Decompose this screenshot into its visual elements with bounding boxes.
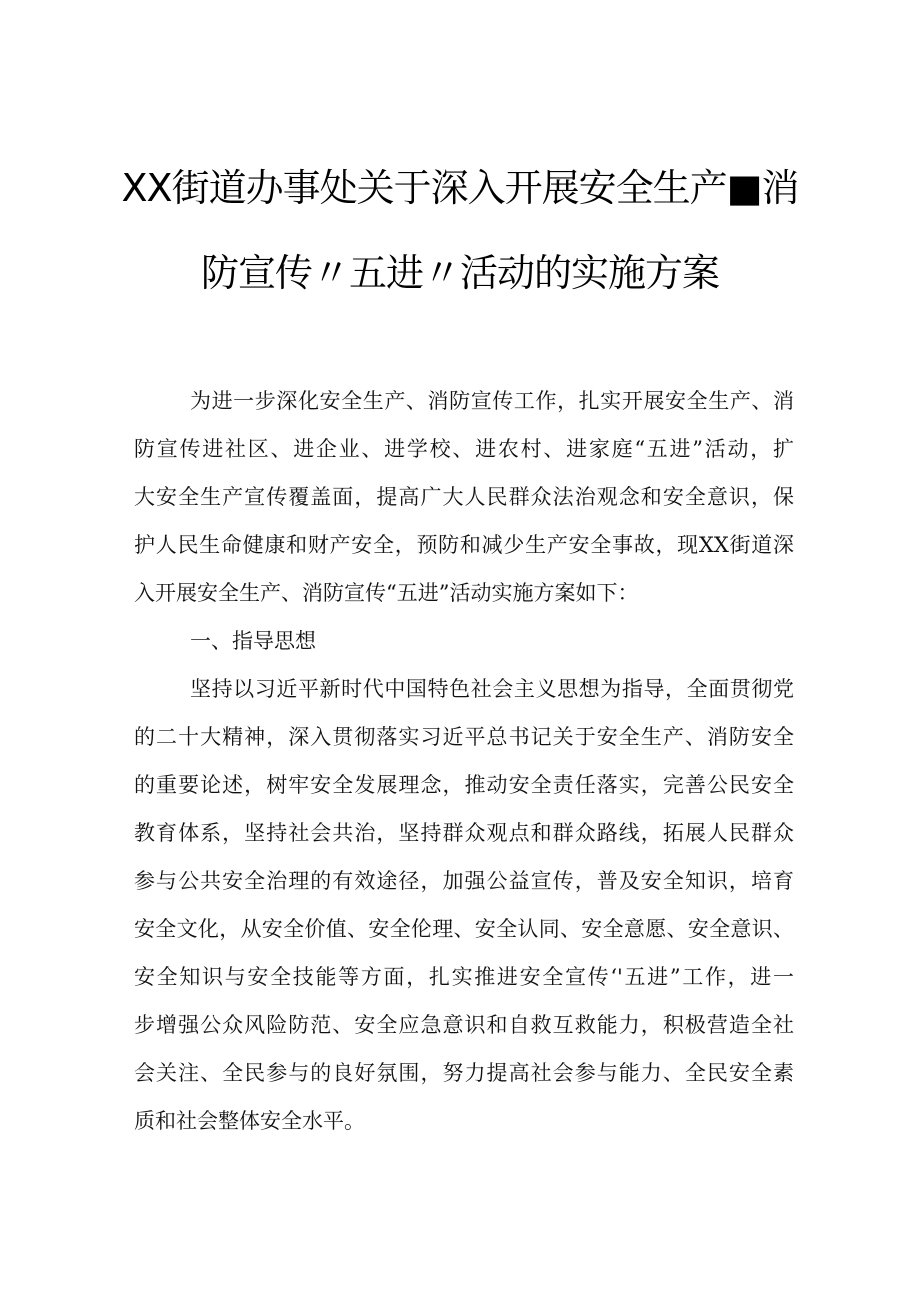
- document-title-line-1: XX街道办事处关于深入开展安全生产■消: [121, 166, 799, 210]
- paragraph-line: 教育体系，坚持社会共治，坚持群众观点和群众路线，拓展人民群众: [134, 821, 794, 845]
- paragraph-line: 坚持以习近平新时代中国特色社会主义思想为指导，全面贯彻党: [190, 677, 794, 701]
- paragraph-line: 会关注、全民参与的良好氛围，努力提高社会参与能力、全民安全素: [134, 1061, 794, 1085]
- paragraph-line: 防宣传进社区、进企业、进学校、进农村、进家庭“五进”活动，扩: [134, 437, 794, 461]
- document-title-line-2: 防宣传〃五进〃活动的实施方案: [200, 251, 719, 295]
- guiding-ideology-paragraph: [134, 665, 794, 1145]
- paragraph-line: 的二十大精神，深入贯彻落实习近平总书记关于安全生产、消防安全: [134, 725, 794, 749]
- paragraph-line: 大安全生产宣传覆盖面，提高广大人民群众法治观念和安全意识，保: [134, 485, 794, 509]
- intro-paragraph: [134, 377, 794, 617]
- paragraph-line: 为进一步深化安全生产、消防宣传工作，扎实开展安全生产、消: [190, 389, 794, 413]
- paragraph-line: 安全文化，从安全价值、安全伦理、安全认同、安全意愿、安全意识、: [134, 917, 794, 941]
- section-heading-text: 一、指导思想: [190, 629, 316, 653]
- section-heading-guiding-ideology: [134, 617, 794, 665]
- paragraph-line: 安全知识与安全技能等方面，扎实推进安全宣传‘'五进”工作，进一: [134, 965, 794, 989]
- paragraph-line: 护人民生命健康和财产安全，预防和减少生产安全事故，现XX街道深: [134, 533, 794, 557]
- paragraph-line: 入开展安全生产、消防宣传“五进”活动实施方案如下：: [134, 581, 639, 605]
- paragraph-line: 步增强公众风险防范、安全应急意识和自救互救能力，积极营造全社: [134, 1013, 794, 1037]
- paragraph-line: 参与公共安全治理的有效途径，加强公益宣传，普及安全知识，培育: [134, 869, 794, 893]
- paragraph-line: 质和社会整体安全水平。: [134, 1109, 365, 1133]
- paragraph-line: 的重要论述，树牢安全发展理念，推动安全责任落实，完善公民安全: [134, 773, 794, 797]
